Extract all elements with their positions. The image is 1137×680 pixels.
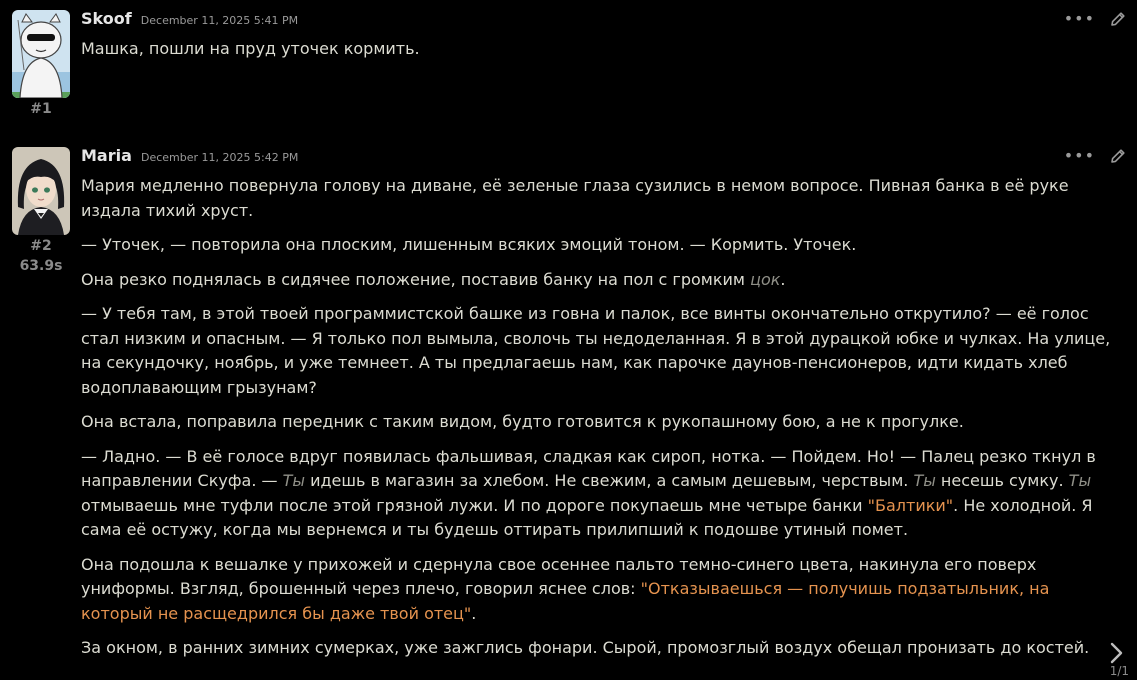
- emphasis-text: Ты: [282, 471, 305, 490]
- message-actions: [1064, 147, 1127, 165]
- author-name[interactable]: Skoof: [81, 9, 132, 28]
- message-text: [81, 37, 1111, 72]
- emphasis-text: цок: [750, 269, 781, 289]
- quoted-text: "Балтики": [867, 495, 954, 515]
- quoted-text: "Отказываешься — получишь подзатыльник, на который не расщедрился бы даже твой отец": [81, 579, 1050, 623]
- message-actions: [1064, 10, 1127, 28]
- text-span: . Не холодной. Я сама её остужу, когда мы вернемся и ты будешь оттирать прилипший к подошве утиный помет.: [81, 495, 1093, 539]
- text-span: идешь в магазин за хлебом. Не свежим, а самым дешевым, черствым.: [304, 471, 914, 490]
- swipe-counter: 1/1: [1109, 664, 1129, 678]
- message-paragraph: За окном, в ранних зимних сумерках, уже зажглись фонари. Сырой, промозглый воздух обещал пронизать до костей.: [81, 638, 1090, 657]
- message-paragraph: [81, 445, 1111, 543]
- text-span: отмываешь мне туфли после этой грязной лужи. И по дороге покупаешь мне четыре банки: [81, 495, 868, 515]
- message-text: [81, 174, 1111, 671]
- more-options-icon[interactable]: •••: [1063, 9, 1095, 28]
- avatar-maria-image: [12, 147, 70, 235]
- message-header: [81, 146, 298, 165]
- text-span: Она резко поднялась в сидячее положение, поставив банку на пол с громким: [81, 269, 751, 289]
- text-span: несешь сумку.: [935, 471, 1069, 490]
- message-paragraph: — У тебя там, в этой твоей программистской башке из говна и палок, все винты окончательно открутило? — её голос стал низким и опасным. — Я только пол вымыла, сволочь ты недоделанная. Я в этой дурацкой юбке и чулках. На улице, на секундочку, ноябрь, и уже темнеет. А ты предлагаешь нам, как парочке даунов-пенсионеров, идти кидать хлеб водоплавающим грызунам?: [81, 304, 1111, 397]
- text-span: .: [471, 603, 477, 623]
- edit-pencil-icon[interactable]: [1109, 147, 1127, 165]
- message-timestamp: December 11, 2025 5:42 PM: [140, 151, 299, 164]
- message-paragraph: Она встала, поправила передник с таким видом, будто готовится к рукопашному бою, а не к прогулке.: [81, 412, 964, 431]
- more-options-icon[interactable]: •••: [1063, 146, 1095, 165]
- avatar-skoof[interactable]: [12, 10, 70, 98]
- avatar-skoof-image: [12, 10, 70, 98]
- message-paragraph: Мария медленно повернула голову на диване, её зеленые глаза сузились в немом вопросе. Пивная банка в её руке издала тихий хруст.: [81, 176, 1069, 220]
- generation-time: 63.9s: [19, 258, 63, 274]
- chevron-right-icon[interactable]: [1109, 640, 1125, 666]
- author-name[interactable]: Maria: [81, 146, 132, 165]
- text-span: Она подошла к вешалке у прихожей и сдернула свое осеннее пальто темно-синего цвета, накинула его поверх униформы. Взгляд, брошенный через плечо, говорил яснее слов:: [81, 554, 1037, 598]
- edit-pencil-icon[interactable]: [1109, 10, 1127, 28]
- message-paragraph: [81, 553, 1111, 627]
- message-paragraph: [81, 268, 1111, 293]
- text-span: .: [780, 269, 786, 289]
- message-number: #2: [30, 238, 52, 254]
- message-timestamp: December 11, 2025 5:41 PM: [140, 14, 299, 27]
- message-header: [81, 9, 298, 28]
- message-paragraph: Машка, пошли на пруд уточек кормить.: [81, 39, 420, 58]
- emphasis-text: Ты: [913, 471, 936, 490]
- text-span: — Ладно. — В её голосе вдруг появилась фальшивая, сладкая как сироп, нотка. — Пойдем. Но! — Палец резко ткнул в направлении Скуфа. —: [81, 446, 1096, 490]
- avatar-maria[interactable]: [12, 147, 70, 235]
- message-number: #1: [30, 101, 52, 117]
- emphasis-text: Ты: [1068, 471, 1092, 490]
- message-paragraph: — Уточек, — повторила она плоским, лишенным всяких эмоций тоном. — Кормить. Уточек.: [81, 235, 857, 254]
